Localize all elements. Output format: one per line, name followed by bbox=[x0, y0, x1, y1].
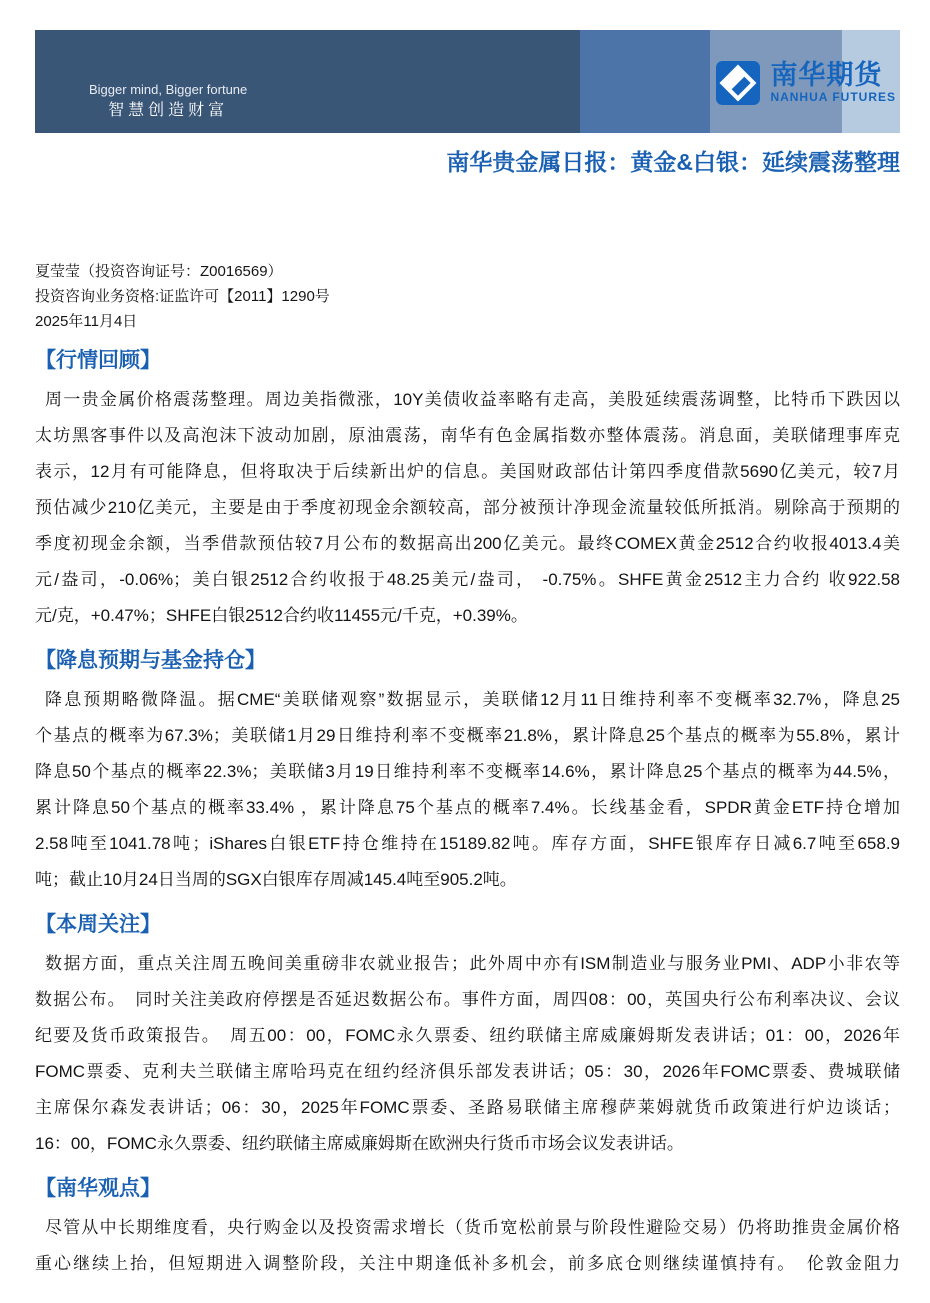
paragraph-line: 16：00，FOMC永久票委、纽约联储主席威廉姆斯在欧洲央行货币市场会议发表讲话。 bbox=[35, 1134, 684, 1153]
qualification-line: 投资咨询业务资格:证监许可【2011】1290号 bbox=[35, 288, 330, 305]
paragraph-line: 太坊黑客事件以及高泡沫下波动加剧，原油震荡，南华有色金属指数亦整体震荡。消息面，美联储理事库克 bbox=[35, 426, 900, 445]
paragraph-line: 数据方面，重点关注周五晚间美重磅非农就业报告；此外周中亦有ISM制造业与服务业PMI、ADP小非农等 bbox=[45, 954, 900, 973]
paragraph-line: 纪要及货币政策报告。 周五00：00，FOMC永久票委、纽约联储主席威廉姆斯发表讲话；01：00，2026年 bbox=[35, 1026, 900, 1045]
report-section bbox=[35, 910, 900, 1162]
section-heading: 【南华观点】 bbox=[35, 1177, 161, 1200]
banner-band-medium bbox=[580, 30, 710, 133]
brand-slogan bbox=[89, 82, 247, 121]
slogan-english: Bigger mind, Bigger fortune bbox=[89, 82, 248, 97]
paragraph-line: 降息50个基点的概率22.3%；美联储3月19日维持利率不变概率14.6%，累计降息25个基点的概率为44.5%， bbox=[35, 762, 900, 781]
nanhua-logo-icon bbox=[716, 61, 760, 105]
paragraph-line: 吨；截止10月24日当周的SGX白银库存周减145.4吨至905.2吨。 bbox=[35, 870, 517, 889]
brand-banner bbox=[35, 30, 900, 133]
report-sections bbox=[35, 346, 900, 1282]
paragraph-line: 季度初现金余额，当季借款预估较7月公布的数据高出200亿美元。最终COMEX黄金2512合约收报4013.4美 bbox=[35, 534, 900, 553]
section-heading: 【行情回顾】 bbox=[35, 349, 161, 372]
report-section bbox=[35, 346, 900, 634]
logo-wordmark bbox=[770, 62, 896, 104]
report-section bbox=[35, 1174, 900, 1282]
paragraph-line: 表示，12月有可能降息，但将取决于后续新出炉的信息。美国财政部估计第四季度借款5690亿美元，较7月 bbox=[35, 462, 900, 481]
paragraph-line: 预估减少210亿美元，主要是由于季度初现金余额较高，部分被预计净现金流量较低所抵消。剔除高于预期的 bbox=[35, 498, 900, 517]
paragraph-line: 2.58吨至1041.78吨；iShares白银ETF持仓维持在15189.82吨。库存方面，SHFE银库存日减6.7吨至658.9 bbox=[35, 834, 900, 853]
paragraph-line: FOMC票委、克利夫兰联储主席哈玛克在纽约经济俱乐部发表讲话；05：30，2026年FOMC票委、费城联储 bbox=[35, 1062, 900, 1081]
paragraph-line: 重心继续上抬，但短期进入调整阶段，关注中期逢低补多机会，前多底仓则继续谨慎持有。 伦敦金阻力 bbox=[35, 1254, 900, 1273]
report-meta bbox=[35, 259, 900, 334]
section-paragraph bbox=[35, 382, 900, 634]
logo-chinese-name: 南华期货 bbox=[770, 60, 883, 90]
section-paragraph bbox=[35, 1210, 900, 1282]
logo-english-name: NANHUA FUTURES bbox=[770, 90, 896, 104]
nanhua-futures-logo bbox=[716, 61, 896, 105]
paragraph-line: 周一贵金属价格震荡整理。周边美指微涨，10Y美债收益率略有走高，美股延续震荡调整，比特币下跌因以 bbox=[45, 390, 900, 409]
paragraph-line: 降息预期略微降温。据CME“美联储观察”数据显示，美联储12月11日维持利率不变概率32.7%，降息25 bbox=[45, 690, 900, 709]
report-date: 2025年11月4日 bbox=[35, 313, 138, 330]
report-title: 南华贵金属日报：黄金&白银：延续震荡整理 bbox=[446, 149, 900, 175]
paragraph-line: 累计降息50个基点的概率33.4% ，累计降息75个基点的概率7.4%。长线基金看，SPDR黄金ETF持仓增加 bbox=[35, 798, 900, 817]
paragraph-line: 数据公布。 同时关注美政府停摆是否延迟数据公布。事件方面，周四08：00，英国央行公布利率决议、会议 bbox=[35, 990, 900, 1009]
paragraph-line: 元/盎司，-0.06%；美白银2512合约收报于48.25美元/盎司， -0.75%。SHFE黄金2512主力合约 收922.58 bbox=[35, 570, 900, 589]
paragraph-line: 主席保尔森发表讲话；06：30，2025年FOMC票委、圣路易联储主席穆萨莱姆就货币政策进行炉边谈话； bbox=[35, 1098, 900, 1117]
section-heading: 【降息预期与基金持仓】 bbox=[35, 649, 266, 672]
paragraph-line: 元/克，+0.47%；SHFE白银2512合约收11455元/千克，+0.39%。 bbox=[35, 606, 528, 625]
section-paragraph bbox=[35, 946, 900, 1162]
analyst-line: 夏莹莹（投资咨询证号：Z0016569） bbox=[35, 263, 283, 280]
section-heading: 【本周关注】 bbox=[35, 913, 161, 936]
paragraph-line: 尽管从中长期维度看，央行购金以及投资需求增长（货币宽松前景与阶段性避险交易）仍将助推贵金属价格 bbox=[45, 1218, 900, 1237]
paragraph-line: 个基点的概率为67.3%；美联储1月29日维持利率不变概率21.8%，累计降息25个基点的概率为55.8%，累计 bbox=[35, 726, 900, 745]
slogan-chinese: 智慧创造财富 bbox=[108, 102, 229, 119]
section-paragraph bbox=[35, 682, 900, 898]
report-section bbox=[35, 646, 900, 898]
